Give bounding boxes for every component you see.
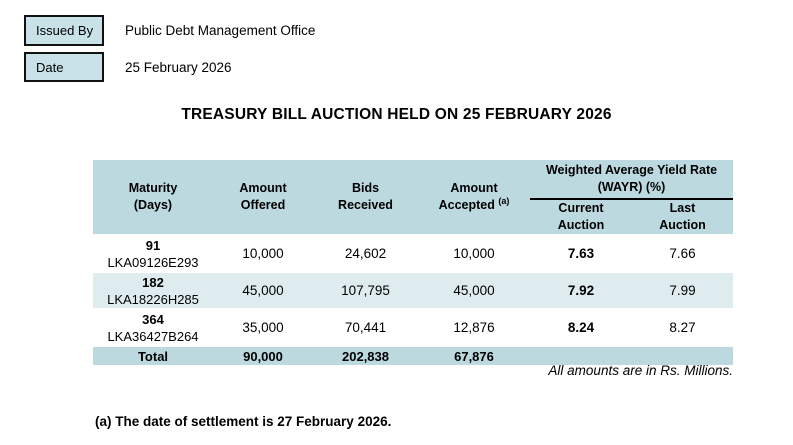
amounts-note: All amounts are in Rs. Millions. [548,363,733,378]
issued-by-box [24,15,104,46]
isin-code: LKA36427B264 [107,328,199,344]
amount-accepted-cell: 12,876 [418,309,530,346]
bids-received-cell: 70,441 [313,309,418,346]
isin-code: LKA09126E293 [107,254,199,270]
current-auction-cell: 8.24 [530,309,632,346]
maturity-days: 91 [145,237,161,253]
last-auction-cell: 7.99 [632,272,733,309]
date-value: 25 February 2026 [125,59,232,75]
amount-accepted-cell: 45,000 [418,272,530,309]
total-label: Total [93,346,213,365]
maturity-cell [93,309,213,346]
current-auction-cell: 7.63 [530,235,632,272]
maturity-days: 182 [142,274,164,290]
amount-accepted-cell: 10,000 [418,235,530,272]
col-header-wayr-group: Weighted Average Yield Rate (WAYR) (%) [530,160,733,199]
date-label: Date [36,59,64,75]
bids-received-cell: 107,795 [313,272,418,309]
col-header-current-auction: Current Auction [530,199,632,235]
auction-table-wrapper [93,160,733,365]
auction-table [93,160,733,365]
amount-offered-cell: 35,000 [213,309,313,346]
col-header-amount-offered: Amount Offered [213,160,313,235]
table-row [93,309,733,346]
maturity-cell [93,272,213,309]
col-header-last-auction: Last Auction [632,199,733,235]
col-header-amount-accepted: Amount Accepted $^{(a)}$ [418,160,530,235]
date-box [24,52,104,82]
page-title: TREASURY BILL AUCTION HELD ON 25 FEBRUARY 2026 [181,106,612,123]
col-header-maturity: Maturity (Days) [93,160,213,235]
settlement-footnote: (a) The date of settlement is 27 February 2026. [95,414,392,429]
issued-by-value: Public Debt Management Office [125,23,316,38]
maturity-days: 364 [142,311,164,327]
issued-by-label: Issued By [36,23,94,38]
total-amount-offered: 90,000 [213,346,313,365]
amount-offered-cell: 10,000 [213,235,313,272]
isin-code: LKA18226H285 [107,291,199,307]
last-auction-cell: 8.27 [632,309,733,346]
total-bids-received: 202,838 [313,346,418,365]
col-header-bids-received: Bids Received [313,160,418,235]
bids-received-cell: 24,602 [313,235,418,272]
amount-offered-cell: 45,000 [213,272,313,309]
table-row [93,235,733,272]
footnote-marker: (a) [498,195,510,206]
total-amount-accepted: 67,876 [418,346,530,365]
maturity-cell [93,235,213,272]
last-auction-cell: 7.66 [632,235,733,272]
current-auction-cell: 7.92 [530,272,632,309]
table-row [93,272,733,309]
